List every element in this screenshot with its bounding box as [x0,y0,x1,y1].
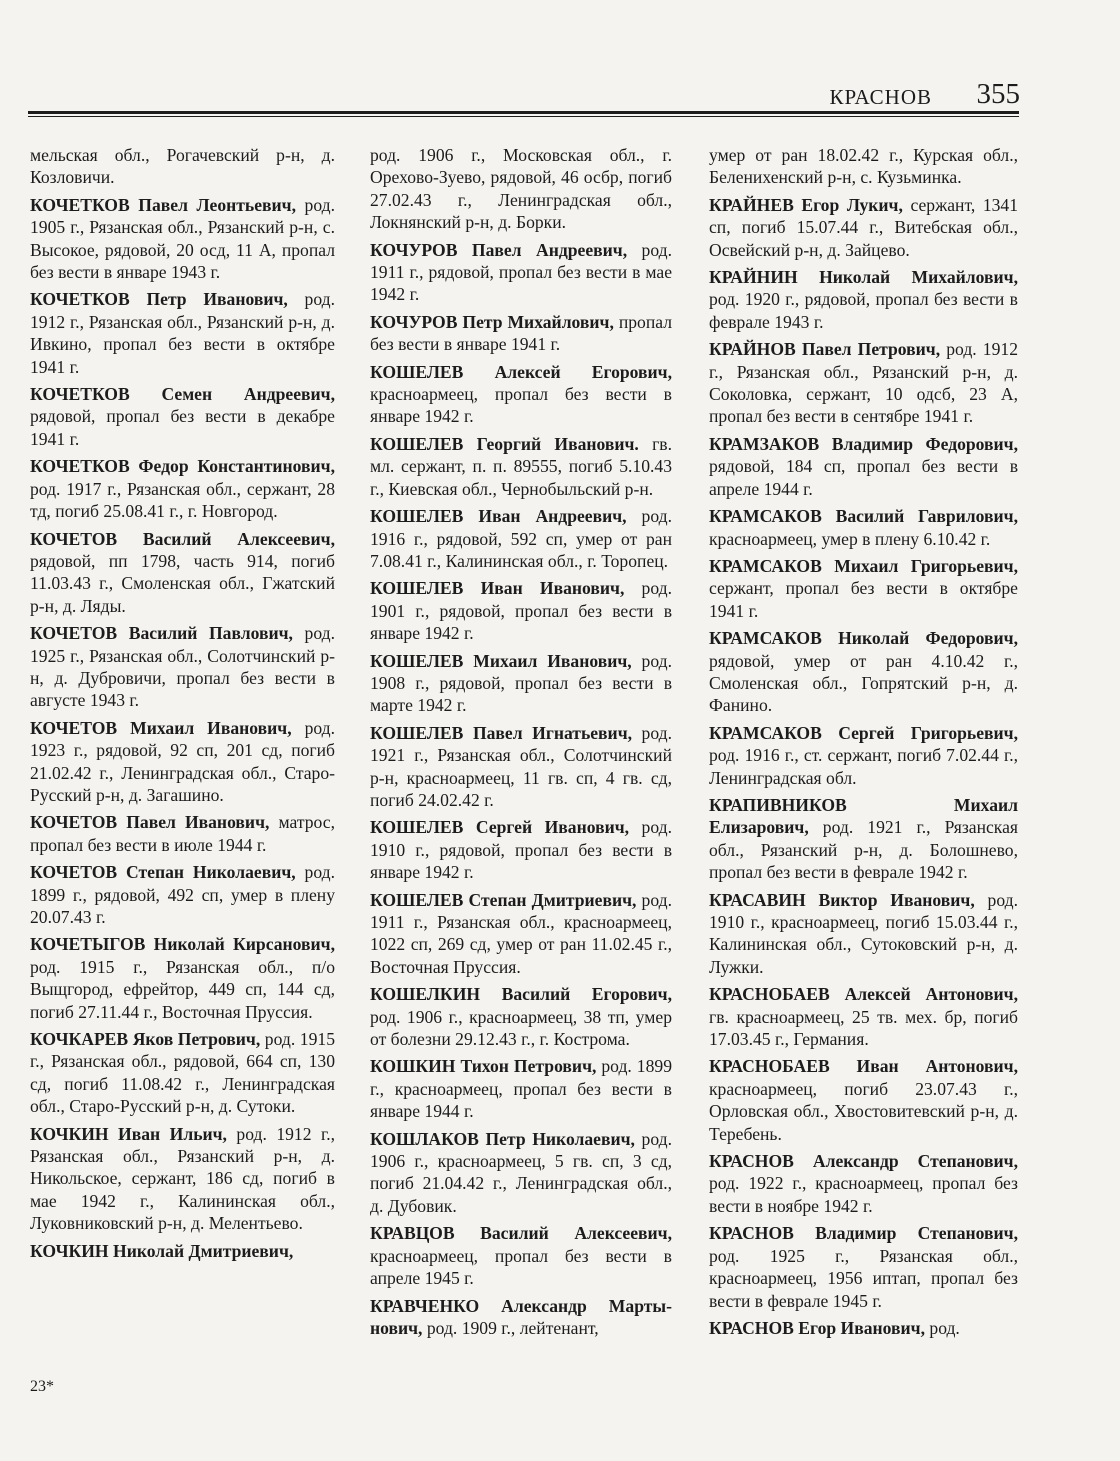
entry-text: рядовой, 184 сп, пропал без вести в апреле 1944 г. [709,456,1018,499]
entry-text: род. 1915 г., Рязанская обл., рядовой, 664 сп, 130 сд, погиб 11.08.42 г., Ленинградская обл., Старо-Русский р-н, д. Сутоки. [30,1029,335,1117]
entry-text: мельская обл., Рогачевский р-н, д. Козловичи. [30,145,335,188]
entry-name: КОЧКИН Николай Дмитриевич, [30,1240,294,1261]
entry-text: род. 1910 г., красноармеец, погиб 15.03.44 г., Калининская обл., Сутоковский р-н, д. Лужки. [709,889,1018,977]
entry-text: род. 1910 г., рядовой, пропал без вести в январе 1942 г. [370,817,672,883]
entry-name: КОШЕЛЕВ Алексей Егорович, [370,361,672,382]
entry [709,722,1018,789]
entry [709,194,1018,261]
entry-text: красноармеец, умер в плену 6.10.42 г. [709,528,991,549]
entry-text: род. 1901 г., рядовой, пропал без вести в январе 1942 г. [370,578,672,644]
signature-mark: 23* [30,1378,54,1395]
entry-name: КОШЕЛЕВ Георгий Иванович. [370,433,639,454]
entry-name: КОШЕЛЕВ Степан Дмитриевич, [370,889,637,910]
entry-text: род. 1912 г., Рязанская обл., Рязанский р-н, д. Соколовка, сержант, 10 одсб, 23 А, пропал без вести в сентябре 1941 г. [709,339,1018,427]
entry-name: КРАМСАКОВ Василий Гаврилович, [709,506,1018,527]
entry-name: КОШЕЛЕВ Иван Иванович, [370,578,625,599]
entry-text: род. 1925 г., Рязанская обл., Солотчинский р-н, д. Дубровичи, пропал без вести в августе 1943 г. [30,623,335,711]
entry-text: род. 1912 г., Рязанская обл., Рязанский р-н, д. Ивкино, пропал без вести в октябре 1941 г. [30,289,335,377]
entry [709,1317,1018,1339]
entry-text: род. 1899 г., красноармеец, пропал без вести в январе 1944 г. [370,1056,672,1122]
entry-text: красноармеец, пропал без вести в апреле 1945 г. [370,1245,672,1289]
entry-name: КОШЕЛЕВ Сергей Иванович, [370,817,630,838]
entry-text: род. 1915 г., Рязанская обл., п/о Выщгород, ефрейтор, 449 сп, 144 сд, погиб 27.11.44 г., Восточная Пруссия. [30,956,335,1022]
entry-text: род. 1905 г., Рязанская обл., Рязанский р-н, с. Высокое, рядовой, 20 осд, 11 А, пропал без вести в январе 1943 г. [30,194,335,283]
entry [370,722,672,812]
entry [370,889,672,979]
entry-name: КОШЕЛЕВ Иван Андреевич, [370,506,627,527]
entry [709,1055,1018,1145]
entry-name: КРАВЦОВ Василий Алексеевич, [370,1223,672,1244]
entry-name: КОЧЕТКОВ Семен Андреевич, [30,384,335,405]
entry-text: род. 1920 г., рядовой, пропал без вести в феврале 1943 г. [709,289,1018,332]
entry-text: род. 1921 г., Рязанская обл., Рязанский р-н, д. Болошнево, пропал без вести в феврале 1942 г. [709,817,1018,883]
entry-text: сержант, пропал без вести в октябре 1941 г. [709,578,1018,621]
entry [370,361,672,428]
entry-text: род. 1917 г., Рязанская обл., сержант, 28 тд, погиб 25.08.41 г., г. Новгород. [30,478,335,522]
entry-name: КРАСНОБАЕВ Алексей Антонович, [709,984,1018,1005]
entry [370,983,672,1050]
entry [370,1055,672,1122]
entry-text: род. 1922 г., красноармеец, пропал без вести в ноябре 1942 г. [709,1173,1018,1216]
entry-name: КОЧЕТОВ Степан Николаевич, [30,862,296,883]
entry [30,194,335,284]
entry [30,717,335,807]
entry [370,1222,672,1289]
entry [370,816,672,883]
entry [370,433,672,500]
header-rule-thin [28,116,1019,117]
entry-name: КОШЕЛЕВ Павел Игнатьевич, [370,722,633,743]
entry [370,577,672,644]
entry-name: КОШЕЛЕВ Михаил Иванович, [370,650,632,671]
entry-name: КОЧЕТОВ Михаил Иванович, [30,717,292,738]
entry [709,144,1018,189]
entry-text: род. 1911 г., рядовой, пропал без вести в мае 1942 г. [370,239,672,305]
entry [370,1295,672,1340]
entry [30,144,335,189]
entry-text: гв. мл. сержант, п. п. 89555, погиб 5.10.43 г., Киевская обл., Чернобыльский р-н. [370,433,672,499]
entry-name: КОЧКАРЕВ Яков Петрович, [30,1029,261,1050]
entry-name: КРАМЗАКОВ Владимир Федорович, [709,433,1018,454]
entry [30,1123,335,1235]
entry-name: КОШКИН Тихон Петрович, [370,1056,597,1077]
entry [709,983,1018,1050]
entry-text: гв. красноармеец, 25 тв. мех. бр, погиб 17.03.45 г., Германия. [709,1006,1018,1050]
entry-name: КРАВЧЕНКО Александр Мартынович, [370,1295,672,1338]
column-2 [370,144,672,1344]
entry [370,311,672,356]
entry [370,144,672,234]
entry-name: КРАМСАКОВ Николай Федорович, [709,628,1018,649]
entry-name: КОЧЕТОВ Василий Павлович, [30,623,293,644]
entry-text: род. 1906 г., красноармеец, 38 тп, умер от болезни 29.12.43 г., г. Кострома. [370,1006,672,1050]
entry-name: КОЧЕТОВ Василий Алексеевич, [30,528,335,549]
entry-text: род. 1921 г., Рязанская обл., Солотчинский р-н, красноармеец, 11 гв. сп, 4 гв. сд, погиб 24.02.42 г. [370,722,672,810]
entry-name: КОШЕЛКИН Василий Егорович, [370,984,672,1005]
entry-name: КОЧЕТКОВ Петр Иванович, [30,289,288,310]
header-rule [28,111,1019,114]
entry [709,555,1018,622]
entry-name: КРАСНОВ Александр Степанович, [709,1151,1018,1172]
entry-text: род. 1912 г., Рязанская обл., Рязанский р-н, д. Никольское, сержант, 186 сд, погиб в мае 1942 г., Калининская обл., Луковниковский р-н, д. Мелентьево. [30,1123,335,1234]
page-number: 355 [976,78,1020,110]
entry-name: КРАЙНОВ Павел Петрович, [709,339,941,360]
entry-text: красноармеец, погиб 23.07.43 г., Орловская обл., Хвостовитевский р-н, д. Теребень. [709,1078,1018,1144]
entry [30,1240,335,1262]
entry [30,622,335,712]
entry-name: КОШЛАКОВ Петр Николаевич, [370,1128,635,1149]
entry-name: КОЧЕТОВ Павел Иванович, [30,812,270,833]
entry [709,889,1018,979]
entry-name: КРАСАВИН Виктор Иванович, [709,889,975,910]
entry-text: красноармеец, пропал без вести в январе 1942 г. [370,384,672,427]
entry-name: КРАМСАКОВ Михаил Григорьевич, [709,555,1018,576]
entry-name: КРАСНОБАЕВ Иван Антонович, [709,1056,1018,1077]
entry-text: род. 1906 г., Московская обл., г. Орехово-Зуево, рядовой, 46 осбр, погиб 27.02.43 г., Ленинградская обл., Локнянский р-н, д. Борки. [370,145,672,233]
entry-text: рядовой, пп 1798, часть 914, погиб 11.03.43 г., Смоленская обл., Гжатский р-н, д. Ляды. [30,550,335,616]
entry-name: КРАСНОВ Егор Иванович, [709,1317,925,1338]
entry-text: матрос, пропал без вести в июле 1944 г. [30,812,335,855]
column-1 [30,144,335,1267]
entry-text: умер от ран 18.02.42 г., Курская обл., Беленихенский р-н, с. Кузьминка. [709,145,1018,188]
entry-name: КОЧУРОВ Петр Михайлович, [370,311,614,332]
entry [370,505,672,572]
page-header [370,78,1020,108]
entry-text: пропал без вести в январе 1941 г. [370,311,672,355]
entry [709,505,1018,550]
column-3 [709,144,1018,1344]
entry-name: КОЧЕТКОВ Федор Константинович, [30,456,335,477]
entry-text: род. 1925 г., Рязанская обл., красноармеец, 1956 иптап, пропал без вести в феврале 1945 г. [709,1245,1018,1311]
entry-name: КРАСНОВ Владимир Степанович, [709,1223,1018,1244]
entry [30,933,335,1023]
entry [709,1150,1018,1217]
entry [30,811,335,856]
entry-text: род. 1906 г., красноармеец, 5 гв. сп, 3 сд, погиб 21.04.42 г., Ленинградская обл., д. Дубовик. [370,1128,672,1216]
entry [709,794,1018,884]
entry-text: сержант, 1341 сп, погиб 15.07.44 г., Витебская обл., Освейский р-н, д. Зайцево. [709,194,1019,260]
entry [30,528,335,618]
entry [709,338,1018,428]
entry-text: род. 1908 г., рядовой, пропал без вести в марте 1942 г. [370,650,672,716]
entry-text: род. 1909 г., лейтенант, [422,1317,599,1338]
entry [709,1222,1018,1312]
entry [370,650,672,717]
entry [370,1128,672,1218]
entry-text: род. 1916 г., рядовой, 592 сп, умер от ран 7.08.41 г., Калининская обл., г. Торопец. [370,506,672,571]
entry [30,1028,335,1118]
entry-name: КРАЙНИН Николай Михайлович, [709,267,1018,288]
entry-name: КРАМСАКОВ Сергей Григорьевич, [709,722,1018,743]
entry-text: род. 1899 г., рядовой, 492 сп, умер в плену 20.07.43 г. [30,862,335,927]
entry [30,861,335,928]
entry-name: КРАПИВНИКОВ Михаил Елизарович, [709,794,1018,838]
entry-name: КОЧЕТЫГОВ Николай Кирсанович, [30,934,335,955]
entry [370,239,672,306]
entry-text: род. 1916 г., ст. сержант, погиб 7.02.44 г., Ленинградская обл. [709,745,1018,788]
entry-name: КОЧУРОВ Павел Андреевич, [370,239,628,260]
entry [30,288,335,378]
entry-text: род. 1923 г., рядовой, 92 сп, 201 сд, погиб 21.02.42 г., Ленинградская обл., Старо-Русский р-н, д. Загашино. [30,717,336,805]
entry [30,383,335,450]
entry [30,455,335,522]
entry-text: рядовой, умер от ран 4.10.42 г., Смоленская обл., Гопрятский р-н, д. Фанино. [709,650,1018,716]
entry-text: рядовой, пропал без вести в декабре 1941 г. [30,406,335,449]
entry-text: род. 1911 г., Рязанская обл., красноармеец, 1022 сп, 269 сд, умер от ран 11.02.45 г., Восточная Пруссия. [370,889,672,977]
entry [709,627,1018,717]
entry-text: род. [925,1317,960,1338]
entry-name: КОЧКИН Иван Ильич, [30,1123,227,1144]
entry-name: КРАЙНЕВ Егор Лукич, [709,194,903,215]
entry-name: КОЧЕТКОВ Павел Леонтьевич, [30,194,296,215]
entry [709,433,1018,500]
running-head: КРАСНОВ [829,85,932,109]
entry [709,266,1018,333]
